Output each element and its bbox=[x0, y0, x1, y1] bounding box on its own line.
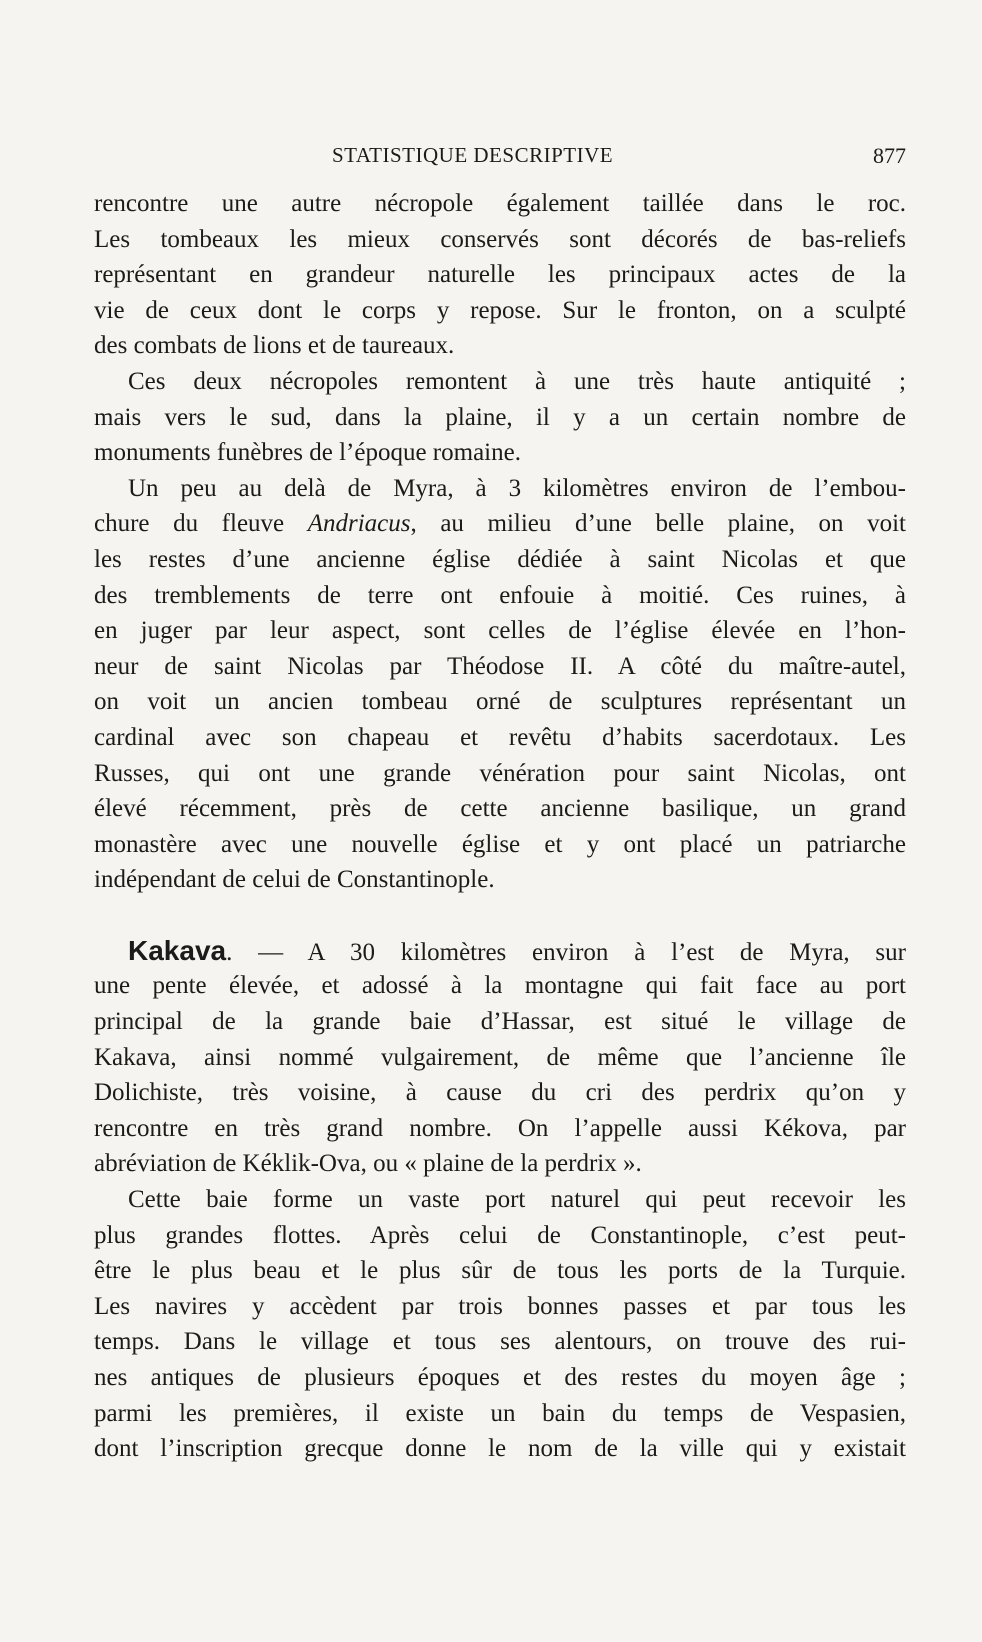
text-line: des combats de lions et de taureaux. bbox=[94, 332, 455, 360]
text-line: cardinal avec son chapeau et revêtu d’habits sacerdotaux. Les bbox=[94, 723, 906, 751]
running-title: STATISTIQUE DESCRIPTIVE bbox=[332, 143, 614, 167]
text-line: indépendant de celui de Constantinople. bbox=[94, 866, 495, 894]
paragraph-kakava bbox=[94, 933, 906, 1182]
paragraph-antiquite bbox=[94, 364, 906, 471]
page-number: 877 bbox=[873, 143, 906, 168]
text-line: en juger par leur aspect, sont celles de l’église élevée en l’hon- bbox=[94, 617, 906, 645]
text-line: des tremblements de terre ont enfouie à moitié. Ces ruines, à bbox=[94, 581, 906, 609]
text-line: Un peu au delà de Myra, à 3 kilomètres environ de l’embou- bbox=[128, 474, 906, 502]
text-line: neur de saint Nicolas par Théodose II. A côté du maître-autel, bbox=[94, 652, 906, 680]
text-line: Cette baie forme un vaste port naturel qui peut recevoir les bbox=[128, 1186, 906, 1214]
text-run: . — A 30 kilomètres environ à l’est de Myra, sur bbox=[226, 938, 906, 966]
text-line: rencontre une autre nécropole également taillée dans le roc. bbox=[94, 190, 906, 217]
text-line: vie de ceux dont le corps y repose. Sur le fronton, on a sculpté bbox=[94, 296, 906, 324]
text-line: principal de la grande baie d’Hassar, est situé le village de bbox=[94, 1008, 906, 1036]
text-line: temps. Dans le village et tous ses alentours, on trouve des rui- bbox=[94, 1328, 906, 1356]
text-run: , au milieu d’une belle plaine, on voit bbox=[410, 510, 906, 538]
text-line: nes antiques de plusieurs époques et des restes du moyen âge ; bbox=[94, 1364, 906, 1391]
text-line: Dolichiste, très voisine, à cause du cri des perdrix qu’on y bbox=[94, 1079, 906, 1107]
text-line: mais vers le sud, dans la plaine, il y a un certain nombre de bbox=[94, 403, 906, 431]
text-line: monuments funèbres de l’époque romaine. bbox=[94, 439, 521, 467]
text-line: élevé récemment, près de cette ancienne basilique, un grand bbox=[94, 795, 906, 823]
text-line: une pente élevée, et adossé à la montagne qui fait face au port bbox=[94, 972, 906, 1000]
text-line: on voit un ancien tombeau orné de sculptures représentant un bbox=[94, 688, 906, 716]
text-line: parmi les premières, il existe un bain du temps de Vespasien, bbox=[94, 1399, 906, 1427]
text-line: abréviation de Kéklik-Ova, ou « plaine de la perdrix ». bbox=[94, 1150, 642, 1178]
paragraph-baie bbox=[94, 1182, 906, 1467]
text-line: Ces deux nécropoles remontent à une très haute antiquité ; bbox=[128, 367, 906, 395]
running-head bbox=[96, 143, 906, 175]
text-line: les restes d’une ancienne église dédiée à saint Nicolas et que bbox=[94, 545, 906, 573]
paragraph-saint-nicolas bbox=[94, 471, 906, 898]
text-line bbox=[94, 506, 906, 542]
text-line: représentant en grandeur naturelle les principaux actes de la bbox=[94, 261, 906, 289]
text-line: plus grandes flottes. Après celui de Constantinople, c’est peut- bbox=[94, 1221, 906, 1249]
section-heading-kakava: Kakava bbox=[128, 934, 227, 966]
text-line bbox=[94, 933, 906, 969]
text-line: rencontre en très grand nombre. On l’appelle aussi Kékova, par bbox=[94, 1114, 906, 1142]
text-line: Les navires y accèdent par trois bonnes passes et par tous les bbox=[94, 1292, 906, 1320]
section-gap bbox=[94, 898, 906, 933]
text-line: Russes, qui ont une grande vénération pour saint Nicolas, ont bbox=[94, 759, 906, 787]
body-text bbox=[94, 186, 906, 1467]
text-line: Kakava, ainsi nommé vulgairement, de même que l’ancienne île bbox=[94, 1043, 906, 1071]
river-name: Andriacus bbox=[307, 510, 411, 538]
text-line: Les tombeaux les mieux conservés sont décorés de bas-reliefs bbox=[94, 225, 906, 253]
paragraph-necropole bbox=[94, 186, 906, 364]
text-run: chure du fleuve bbox=[94, 510, 308, 538]
text-line: monastère avec une nouvelle église et y ont placé un patriarche bbox=[94, 830, 906, 858]
text-line: dont l’inscription grecque donne le nom de la ville qui y existait bbox=[94, 1435, 906, 1463]
text-line: être le plus beau et le plus sûr de tous les ports de la Turquie. bbox=[94, 1257, 906, 1285]
